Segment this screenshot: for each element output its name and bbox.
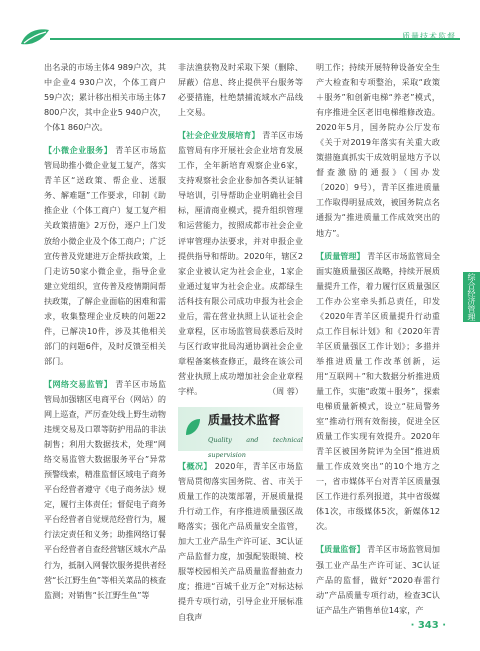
author-signature: （周 蓉） — [268, 385, 303, 396]
leaf-icon — [184, 417, 202, 437]
paragraph: 出名录的市场主体4 989户次，其中企业4 930户次，个体工商户59户次；累计移出相关市场主体7 800户次，其中企业5 940户次，个体1 860户次。 — [44, 62, 166, 133]
paragraph: 【社会企业发展培育】 青羊区市场监管局有序开展社会企业培育发展工作，全年新培育观察企业6家，支持观察社会企业参加各类认证辅导培训，引导帮助企业明确社会目标，厘清商业模式，提升组织管理和运营能力，按照成都市社会企业评审管理办法要求，并对申报企业提供指导和帮助。2020年，辖区2家企业被认定为社会企业，1家企业通过复审为社会企业。成都绿生活科技有限公司成功申报为社会企业后，需在营业执照上认证社会企业章程，区市场监管局获悉后及时与区行政审批局沟通协调社会企业章程备案核查修正，最终在该公司营业执照上成功增加社会企业章程字样。 （周 蓉） — [178, 128, 303, 399]
section-keyword: 【小微企业服务】 — [44, 145, 113, 156]
section-keyword: 【概况】 — [178, 461, 212, 472]
section-title: 质量技术监督 — [208, 413, 281, 428]
paragraph: 非法渔获物及时采取下架（删除、屏蔽）信息、终止提供平台服务等必要措施，杜绝禁捕流域水产品线上交易。 — [178, 62, 303, 118]
paragraph: 【小微企业服务】 青羊区市场监管局助推小微企业复工复产，落实青羊区“送政策、帮企业、送服务、解难题”工作要求，印制《助推企业（个体工商户）复工复产相关政策措施》2万份，逐户上门发放给小微企业及个体工商户；广泛宣传普及党建进万企帮扶政策，上门走访50家小微企业，指导企业建立党组织，宣传普及疫情期间帮扶政策，了解企业面临的困难和需求，收集整理企业反映的问题22件，已解决10件，涉及其他相关部门的问题6件，及时反馈至相关部门。 — [44, 145, 166, 366]
running-header: 质量技术监督 — [402, 32, 456, 41]
column-2 — [178, 60, 303, 625]
page-number: · 343 · — [410, 620, 446, 631]
paragraph: 【概况】 2020年，青羊区市场监管局贯彻落实国务院、省、市关于质量工作的决策部署，开展质量提升行动工作，有序推进质量强区战略落实；强化产品质量安全监管，加大工业产品生产许可证、3C认证产品监督力度，加强配装眼镜、校服等校园相关产品质量监督抽查力度；推进“百城千业万企”对标达标提升专项行动，引导企业开展标准自我声 — [178, 461, 303, 622]
paragraph: 明工作；持续开展特种设备安全生产大检查和专项整治，采取“政策＋服务”和创新电梯“养老”模式，有序推进全区老旧电梯维修改造。2020年5月，国务院办公厅发布《关于对2019年落实有关重大政策措施真抓实干成效明显地方予以督查激励的通报》（国办发〔2020〕9号），青羊区推进质量工作取得明显成效，被国务院点名通报为“推进质量工作成效突出的地方”。 — [316, 62, 440, 238]
section-keyword: 【质量监督】 — [316, 544, 365, 555]
paragraph: 【网络交易监管】 青羊区市场监管局加强辖区电商平台（网站）的网上巡查，严厉查处线上野生动物违规交易及口罩等防护用品的非法制售；利用大数据技术，处理“网络交易监管大数据服务平台”异常预警线索，精准监督区域电子商务平台经营者遵守《电子商务法》规定，履行主体责任；督促电子商务平台经营者自觉规范经营行为，履行法定责任和义务；助推网络订餐平台经营者自查经营辖区域水产品行为，抵制入网餐饮服务提供者经营“长江野生鱼”等相关菜品的核查监测；对销售“长江野生鱼”等 — [44, 378, 166, 600]
section-keyword: 【网络交易监管】 — [44, 378, 113, 389]
leaf-logo-icon — [18, 26, 52, 48]
column-3 — [316, 60, 440, 618]
section-keyword: 【质量管理】 — [316, 250, 365, 261]
column-1 — [44, 60, 166, 603]
section-subtitle: Quality and technical supervision — [208, 436, 303, 460]
side-tab: 综合经济管理 — [463, 272, 480, 322]
paragraph: 【质量监督】 青羊区市场监管局加强工业产品生产许可证、3C认证产品的监督，做好“2020春雷行动”产品质量专项行动，检查3C认证产品生产销售单位14家，产 — [316, 544, 441, 615]
header-rule — [50, 38, 460, 40]
paragraph: 【质量管理】 青羊区市场监管局全面实施质量强区战略，持续开展质量提升工作，着力履行区质量强区工作办公室牵头抓总责任，印发《2020年青羊区质量提升行动重点工作目标计划》和《2020年青羊区质量强区工作计划》；多措并举推进质量工作改革创新，运用“互联网＋”和大数据分析推进质量工作，实施“政策＋服务”，探索电梯质量新模式，设立“驻局警务室”推动行刑有效衔接，促进全区质量工作实现有效提升。2020年青羊区被国务院评为全国“推进质量工作成效突出”的10个地方之一，省市媒体平台对青羊区质量强区工作进行系列报道，其中省级媒体1次，市级媒体5次，新媒体12次。 — [316, 250, 441, 532]
section-banner — [178, 407, 303, 460]
section-keyword: 【社会企业发展培育】 — [178, 130, 260, 141]
